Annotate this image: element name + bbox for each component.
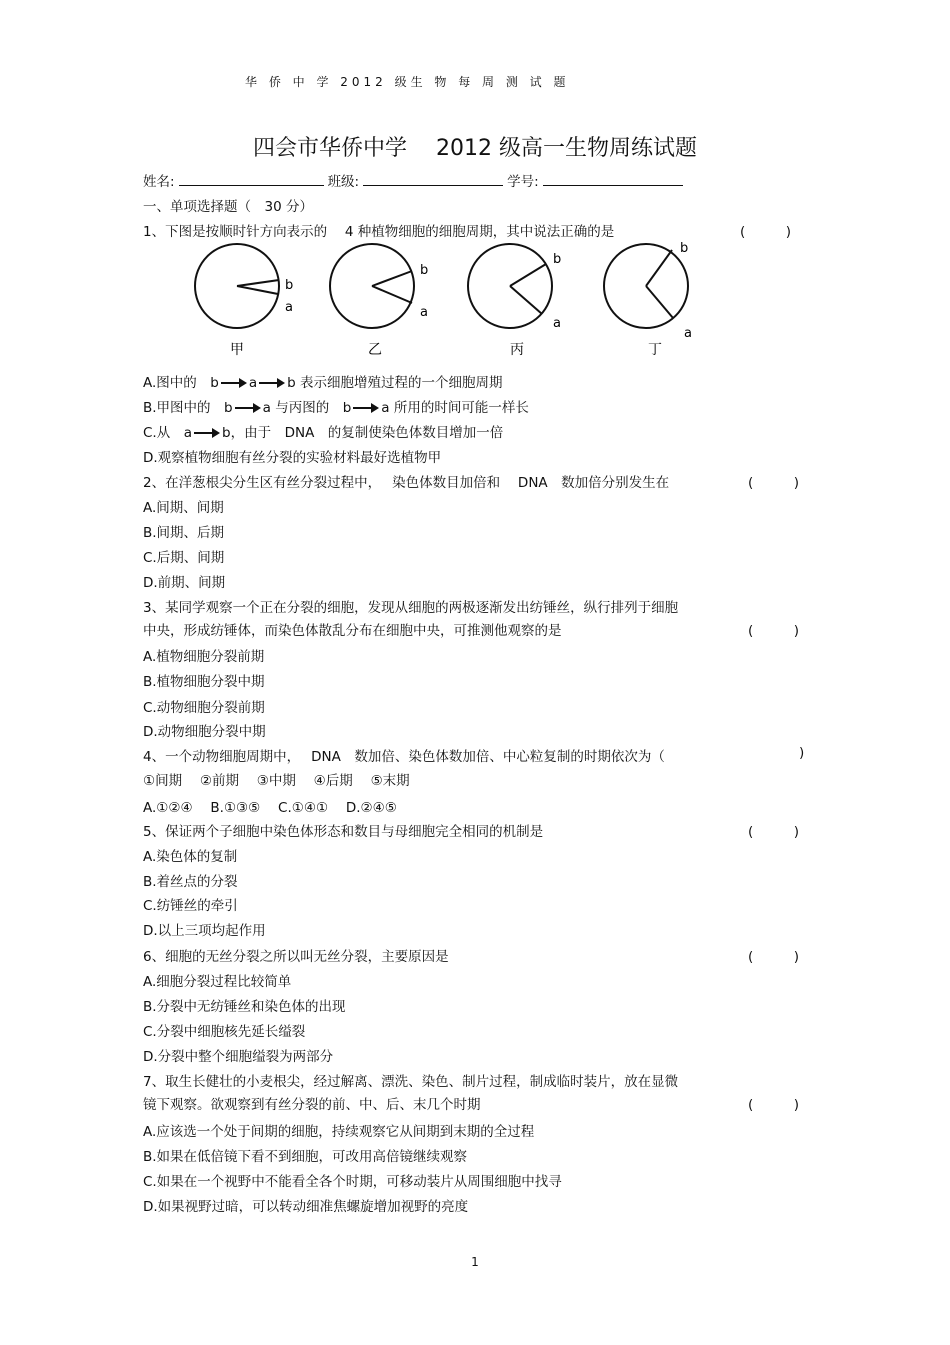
q5-answer-paren: ( )	[748, 824, 800, 840]
diagram-bing	[468, 244, 561, 358]
q6-answer-paren: ( )	[748, 949, 800, 965]
q2-option-d[interactable]: D.前期、间期	[143, 575, 226, 591]
q4-answer-paren: )	[799, 745, 805, 761]
diagram-yi	[330, 244, 428, 358]
ding-label-b: b	[680, 241, 689, 256]
q7-option-b[interactable]: B.如果在低倍镜下看不到细胞，可改用高倍镜继续观察	[143, 1149, 468, 1165]
q6-option-d[interactable]: D.分裂中整个细胞缢裂为两部分	[143, 1049, 334, 1065]
q3-option-c[interactable]: C.动物细胞分裂前期	[143, 700, 265, 716]
q3-option-a[interactable]: A.植物细胞分裂前期	[143, 649, 265, 665]
q2-option-c[interactable]: C.后期、间期	[143, 550, 225, 566]
q4-options[interactable]: A.①②④ B.①③⑤ C.①④① D.②④⑤	[143, 800, 397, 816]
q3-option-b[interactable]: B.植物细胞分裂中期	[143, 674, 265, 690]
q5-option-c[interactable]: C.纺锤丝的牵引	[143, 898, 238, 914]
jia-label-b: b	[285, 278, 294, 293]
bing-label-b: b	[553, 252, 562, 267]
page-number: 1	[471, 1255, 479, 1269]
q7-option-d[interactable]: D.如果视野过暗，可以转动细准焦螺旋增加视野的亮度	[143, 1199, 469, 1215]
ding-caption: 丁	[648, 342, 662, 358]
q5-option-a[interactable]: A.染色体的复制	[143, 849, 238, 865]
q3-stem-line2: 中央，形成纺锤体，而染色体散乱分布在细胞中央，可推测他观察的是	[143, 623, 562, 639]
name-label: 姓名:	[143, 174, 175, 190]
name-blank[interactable]	[179, 173, 324, 186]
jia-caption: 甲	[230, 342, 244, 358]
q7-stem-line2: 镜下观察。欲观察到有丝分裂的前、中、后、末几个时期	[143, 1097, 481, 1113]
diagram-jia	[195, 244, 293, 358]
q7-option-c[interactable]: C.如果在一个视野中不能看全各个时期，可移动装片从周围细胞中找寻	[143, 1174, 562, 1190]
arrow-right-icon	[221, 378, 247, 388]
q2-option-b[interactable]: B.间期、后期	[143, 525, 225, 541]
q5-stem: 5、保证两个子细胞中染色体形态和数目与母细胞完全相同的机制是	[143, 824, 544, 840]
yi-caption: 乙	[368, 342, 382, 358]
q7-stem-line1: 7、取生长健壮的小麦根尖，经过解离、漂洗、染色、制片过程，制成临时装片，放在显微	[143, 1074, 679, 1090]
number-blank[interactable]	[543, 173, 683, 186]
class-label: 班级:	[327, 174, 360, 190]
yi-label-a: a	[420, 305, 428, 320]
q3-stem-line1: 3、某同学观察一个正在分裂的细胞，发现从细胞的两极逐渐发出纺锤丝，纵行排列于细胞	[143, 600, 679, 616]
q1-stem: 1、下图是按顺时针方向表示的 4 种植物细胞的细胞周期，其中说法正确的是	[143, 224, 615, 240]
yi-label-b: b	[420, 263, 429, 278]
q7-option-a[interactable]: A.应该选一个处于间期的细胞，持续观察它从间期到末期的全过程	[143, 1124, 535, 1140]
q2-answer-paren: ( )	[748, 475, 800, 491]
jia-label-a: a	[285, 300, 293, 315]
q6-option-a[interactable]: A.细胞分裂过程比较简单	[143, 974, 292, 990]
q1-option-a[interactable]: A.图中的 b a b 表示细胞增殖过程的一个细胞周期	[143, 375, 503, 391]
bing-label-a: a	[553, 316, 561, 331]
q2-stem: 2、在洋葱根尖分生区有丝分裂过程中， 染色体数目加倍和 DNA 数加倍分别发生在	[143, 475, 670, 491]
q3-option-d[interactable]: D.动物细胞分裂中期	[143, 724, 266, 740]
ding-label-a: a	[684, 326, 692, 341]
bing-caption: 丙	[510, 342, 524, 358]
running-header: 华 侨 中 学 2012 级生 物 每 周 测 试 题	[245, 75, 570, 89]
page-title: 四会市华侨中学 2012 级高一生物周练试题	[253, 136, 697, 161]
arrow-right-icon	[194, 428, 220, 438]
q6-option-c[interactable]: C.分裂中细胞核先延长缢裂	[143, 1024, 306, 1040]
q1-option-d[interactable]: D.观察植物细胞有丝分裂的实验材料最好选植物甲	[143, 450, 442, 466]
q3-answer-paren: ( )	[748, 623, 800, 639]
q1-answer-paren: ( )	[740, 224, 792, 240]
arrow-right-icon	[235, 403, 261, 413]
q2-option-a[interactable]: A.间期、间期	[143, 500, 224, 516]
q1-cell-cycle-figure	[180, 236, 720, 366]
q4-items: ①间期 ②前期 ③中期 ④后期 ⑤末期	[143, 773, 410, 789]
class-blank[interactable]	[363, 173, 503, 186]
q4-stem: 4、一个动物细胞周期中， DNA 数加倍、染色体数加倍、中心粒复制的时期依次为（	[143, 749, 665, 765]
q1-option-b[interactable]: B.甲图中的 b a 与丙图的 b a 所用的时间可能一样长	[143, 400, 529, 416]
section-heading: 一、单项选择题（ 30 分）	[143, 199, 313, 215]
arrow-right-icon	[259, 378, 285, 388]
q6-option-b[interactable]: B.分裂中无纺锤丝和染色体的出现	[143, 999, 346, 1015]
number-label: 学号:	[507, 174, 539, 190]
arrow-right-icon	[353, 403, 379, 413]
q6-stem: 6、细胞的无丝分裂之所以叫无丝分裂，主要原因是	[143, 949, 449, 965]
q5-option-b[interactable]: B.着丝点的分裂	[143, 874, 238, 890]
diagram-ding	[604, 241, 692, 358]
q1-option-c[interactable]: C.从 a b，由于 DNA 的复制使染色体数目增加一倍	[143, 425, 504, 441]
q5-option-d[interactable]: D.以上三项均起作用	[143, 923, 266, 939]
q7-answer-paren: ( )	[748, 1097, 800, 1113]
student-info-line	[143, 170, 687, 190]
